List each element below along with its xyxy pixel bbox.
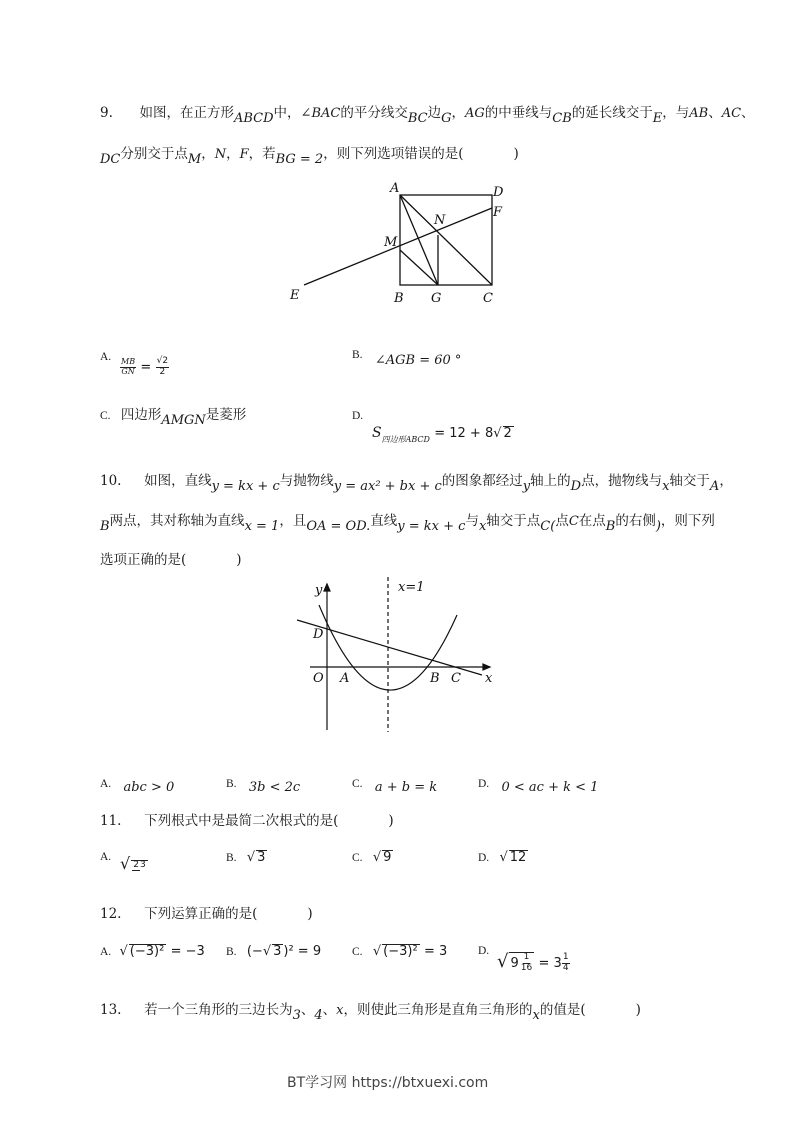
text: 直线	[370, 513, 398, 529]
option-label: B.	[352, 349, 363, 361]
text: 选项正确的是(	[100, 552, 187, 568]
text: 点	[555, 513, 569, 529]
radicand: 3	[257, 850, 266, 865]
label-G: G	[431, 291, 442, 306]
math: C(	[540, 519, 556, 534]
q10-line3	[100, 554, 242, 568]
text: 边	[427, 105, 442, 121]
math: M	[187, 152, 202, 167]
q9-line2	[100, 146, 519, 167]
math: D	[570, 479, 582, 494]
q11-option-b: B. √ 3	[226, 850, 266, 865]
question-number: 10.	[100, 473, 122, 489]
text: 两点，其对称轴为直线	[109, 513, 245, 529]
text: )	[307, 906, 313, 922]
q9-option-d	[352, 409, 363, 423]
text: 的中垂线与	[484, 105, 553, 121]
math: B	[100, 519, 110, 534]
option-label: B.	[226, 778, 237, 790]
option-label: D.	[478, 852, 490, 864]
label-y: y	[315, 583, 323, 598]
option-label: B.	[226, 946, 237, 958]
text: ，则下列选项错误的是(	[323, 146, 464, 162]
math: A	[709, 479, 720, 494]
question-number: 11.	[100, 813, 122, 829]
math: BG = 2	[275, 152, 324, 167]
option-label: A.	[100, 778, 112, 790]
math: 3	[292, 1008, 301, 1023]
q11-option-a-expr: √ 23	[120, 854, 146, 873]
denominator: 16	[520, 962, 533, 973]
math: = 12 + 8	[434, 426, 494, 441]
radicand: 2	[503, 426, 512, 441]
text: 中，	[273, 105, 301, 121]
math: y	[522, 479, 531, 494]
q10-option-d	[478, 777, 599, 795]
math: CB	[552, 111, 572, 126]
option-label: A.	[100, 851, 112, 863]
text: 如图，在正方形	[139, 105, 234, 121]
math: = 3	[423, 944, 448, 959]
text: 的右侧	[615, 513, 656, 529]
option-expr: ∠AGB = 60 °	[374, 353, 462, 368]
option-label: C.	[352, 852, 363, 864]
text: 、	[300, 1002, 315, 1018]
math: AG	[464, 106, 485, 121]
option-label: D.	[352, 410, 364, 422]
text: 与抛物线	[279, 473, 334, 489]
q9-line1	[100, 105, 755, 126]
math: G	[441, 111, 452, 126]
math: BC	[407, 111, 428, 126]
text: 如图，直线	[144, 473, 212, 489]
label-B: B	[394, 291, 404, 306]
question-number: 12.	[100, 906, 122, 922]
label-F: F	[493, 205, 503, 220]
text: ，与	[662, 105, 690, 121]
text: ，若	[248, 146, 276, 162]
question-number: 9.	[100, 105, 113, 121]
q10-line2	[100, 513, 715, 534]
whole-number: 9	[510, 955, 519, 971]
numerator: MB	[121, 357, 136, 367]
q9-square-figure	[280, 178, 520, 308]
text: ，	[451, 105, 465, 121]
label-O: O	[313, 671, 324, 686]
math: AB	[689, 106, 709, 121]
text: ，则下列	[660, 513, 715, 529]
option-label: D.	[478, 778, 490, 790]
q9-option-c	[100, 407, 247, 428]
text: ，则使此三角形是直角三角形的	[343, 1002, 533, 1018]
math: B	[605, 519, 616, 534]
text: 的延长线交于	[571, 105, 653, 121]
denominator: GN	[121, 366, 135, 376]
text: 与	[465, 513, 479, 529]
text: )	[513, 146, 519, 162]
text: )	[236, 552, 242, 568]
option-label: B.	[226, 852, 237, 864]
option-label: C.	[352, 946, 363, 958]
equals: =	[140, 359, 152, 375]
q12-stem	[100, 908, 313, 922]
math: y = kx + c	[211, 479, 280, 494]
text: ，且	[279, 513, 307, 529]
math: OA = OD.	[306, 519, 371, 534]
option-label: C.	[100, 410, 111, 422]
math: ABCD	[233, 111, 274, 126]
text: 在点	[578, 513, 606, 529]
subscript: 四边形ABCD	[381, 435, 430, 444]
text: ，	[201, 146, 215, 162]
numerator: 1	[523, 952, 530, 962]
label-C: C	[451, 671, 461, 686]
radicand: 3	[273, 944, 282, 959]
option-expr: abc > 0	[123, 780, 175, 795]
text: ，	[719, 473, 733, 489]
q10-line1	[100, 473, 733, 494]
text: 四边形	[120, 407, 162, 423]
q11-option-d: D. √ 12	[478, 850, 527, 865]
math: DC	[100, 152, 121, 167]
text: 点，抛物线与	[581, 473, 663, 489]
option-label: A.	[100, 351, 112, 363]
text: 的图象都经过	[441, 473, 523, 489]
label-B: B	[430, 671, 440, 686]
text: 下列根式中是最简二次根式的是(	[144, 813, 339, 829]
math: C	[568, 514, 579, 529]
q10-option-b	[226, 777, 301, 795]
math: S	[372, 425, 382, 441]
label-x: x	[485, 671, 493, 686]
label-A: A	[340, 671, 350, 686]
math: x	[532, 1008, 540, 1023]
math: )² = 9	[283, 944, 322, 959]
radicand: (−3)²	[383, 944, 418, 959]
text: 的平分线交	[340, 105, 408, 121]
math: 4	[314, 1008, 323, 1023]
q13-stem	[100, 1002, 641, 1023]
q11-option-a	[100, 850, 111, 864]
radicand: 12	[509, 850, 527, 865]
denominator: 2	[159, 366, 166, 377]
denominator: 4	[562, 962, 569, 973]
q9-option-a-expr	[120, 357, 169, 378]
math: y = kx + c	[397, 519, 466, 534]
math: N	[214, 147, 227, 162]
label-N: N	[434, 213, 446, 228]
option-expr: 3b < 2c	[248, 780, 301, 795]
q12-option-d-expr: √ 9 $\frac{1}{16}$ = 3 $\frac{1}{4}$	[497, 950, 569, 973]
text: 、	[322, 1002, 337, 1018]
q11-stem	[100, 815, 394, 829]
text: 轴上的	[530, 473, 571, 489]
text: 、	[741, 105, 755, 121]
text: ，	[226, 146, 240, 162]
radicand: 9	[383, 850, 392, 865]
q12-option-d	[478, 944, 489, 958]
text: 的值是(	[539, 1002, 586, 1018]
q12-option-a: A. √ (−3)² = −3	[100, 944, 205, 959]
option-expr: a + b = k	[374, 780, 438, 795]
numerator: √2	[156, 356, 169, 366]
text: 轴交于	[669, 473, 710, 489]
math: E	[652, 111, 663, 126]
label-axis-x1: x=1	[398, 580, 425, 595]
math: AMGN	[161, 413, 206, 428]
text: 若一个三角形的三边长为	[144, 1002, 293, 1018]
text: 是菱形	[205, 407, 247, 423]
numerator: 2	[133, 860, 139, 871]
q9-option-a	[100, 350, 111, 364]
option-label: D.	[478, 945, 490, 957]
math: x	[336, 1003, 344, 1018]
q12-option-c: C. √ (−3)² = 3	[352, 944, 448, 959]
label-M: M	[384, 235, 398, 250]
text: 下列运算正确的是(	[144, 906, 258, 922]
math: AC	[721, 106, 742, 121]
denominator: 3	[139, 860, 146, 871]
text: )	[388, 813, 394, 829]
q9-option-d-expr: $S_{四边形ABCD} = 12 + 8√$ 2	[372, 425, 512, 444]
footer-watermark: BT学习网 https://btxuexi.com	[287, 1075, 489, 1091]
option-label: C.	[352, 778, 363, 790]
label-D: D	[313, 627, 324, 642]
math: y = ax² + bx + c	[333, 479, 442, 494]
q12-option-b: B. (−√ 3 )² = 9	[226, 944, 322, 959]
option-label: A.	[100, 946, 112, 958]
math: = 3	[538, 955, 562, 971]
label-D: D	[493, 185, 504, 200]
q10-option-c	[352, 777, 438, 795]
math: x = 1	[244, 519, 280, 534]
math: )	[655, 519, 661, 534]
math: ∠BAC	[300, 106, 341, 121]
q10-parabola-figure	[290, 572, 505, 737]
text: )	[635, 1002, 641, 1018]
radicand: (−3)²	[129, 944, 165, 959]
label-C: C	[483, 291, 493, 306]
math: (−	[246, 944, 263, 959]
math: x	[662, 479, 670, 494]
text: 、	[708, 105, 722, 121]
numerator: 1	[562, 952, 569, 962]
option-expr: 0 < ac + k < 1	[501, 780, 599, 795]
text: 分别交于点	[120, 146, 188, 162]
q9-option-b	[352, 348, 462, 368]
math: F	[239, 147, 249, 162]
label-E: E	[290, 288, 300, 303]
math: x	[478, 519, 487, 534]
math: = −3	[170, 944, 205, 959]
text: 轴交于点	[486, 513, 541, 529]
label-A: A	[390, 181, 400, 196]
q10-option-a	[100, 777, 175, 795]
question-number: 13.	[100, 1002, 122, 1018]
q11-option-c: C. √ 9	[352, 850, 392, 865]
